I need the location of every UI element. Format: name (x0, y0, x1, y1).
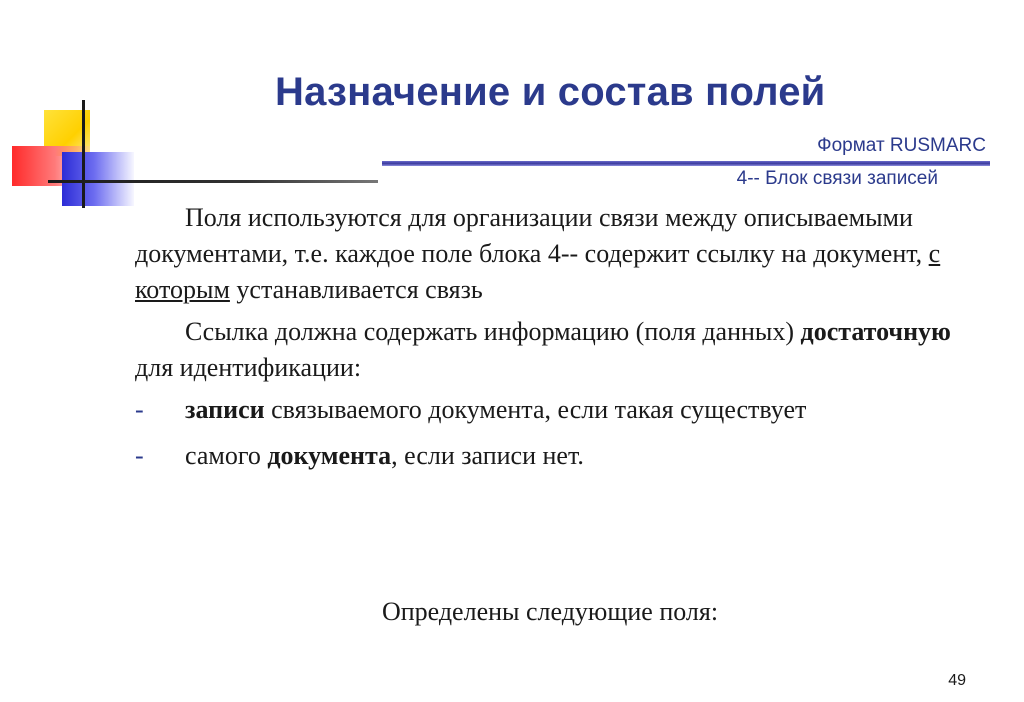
list-item-1-bold: записи (185, 395, 265, 424)
logo-vertical-line (82, 100, 85, 208)
list-item (135, 438, 965, 474)
list-item (135, 392, 965, 428)
paragraph-2-intro: Ссылка должна содержать информацию (поля данных) (185, 317, 801, 346)
slide-title: Назначение и состав полей (275, 70, 826, 114)
page-number: 49 (948, 672, 966, 689)
list-item-2-bold: документа (267, 441, 392, 470)
paragraph-1-end: устанавливается связь (229, 275, 483, 304)
bullet-dash: - (135, 395, 144, 424)
paragraph-2-rest: для идентификации: (135, 353, 362, 382)
decorative-logo (0, 0, 200, 220)
format-label: Формат RUSMARC (817, 135, 986, 156)
list-item-1-text: связываемого документа, если такая существует (264, 395, 807, 424)
closing-line: Определены следующие поля: (381, 597, 719, 626)
list-item-2-text: , если записи нет. (391, 441, 584, 470)
logo-blue-square (62, 152, 134, 206)
slide-body (135, 200, 965, 626)
paragraph-2-bold: достаточную (800, 317, 951, 346)
identification-list (135, 392, 965, 474)
paragraph-1-text: Поля используются для организации связи между описываемыми документами, т.е. каждое поле блока 4-- содержит ссылку на документ, (135, 203, 929, 268)
list-item-2-start: самого (185, 441, 268, 470)
paragraph-1-underlined: с которым (135, 239, 941, 304)
bullet-dash: - (135, 441, 144, 470)
header-divider (382, 161, 990, 166)
block-label: 4-- Блок связи записей (736, 168, 938, 189)
paragraph-1 (135, 200, 965, 308)
paragraph-2 (135, 314, 965, 386)
header-horizontal-line (48, 180, 378, 183)
